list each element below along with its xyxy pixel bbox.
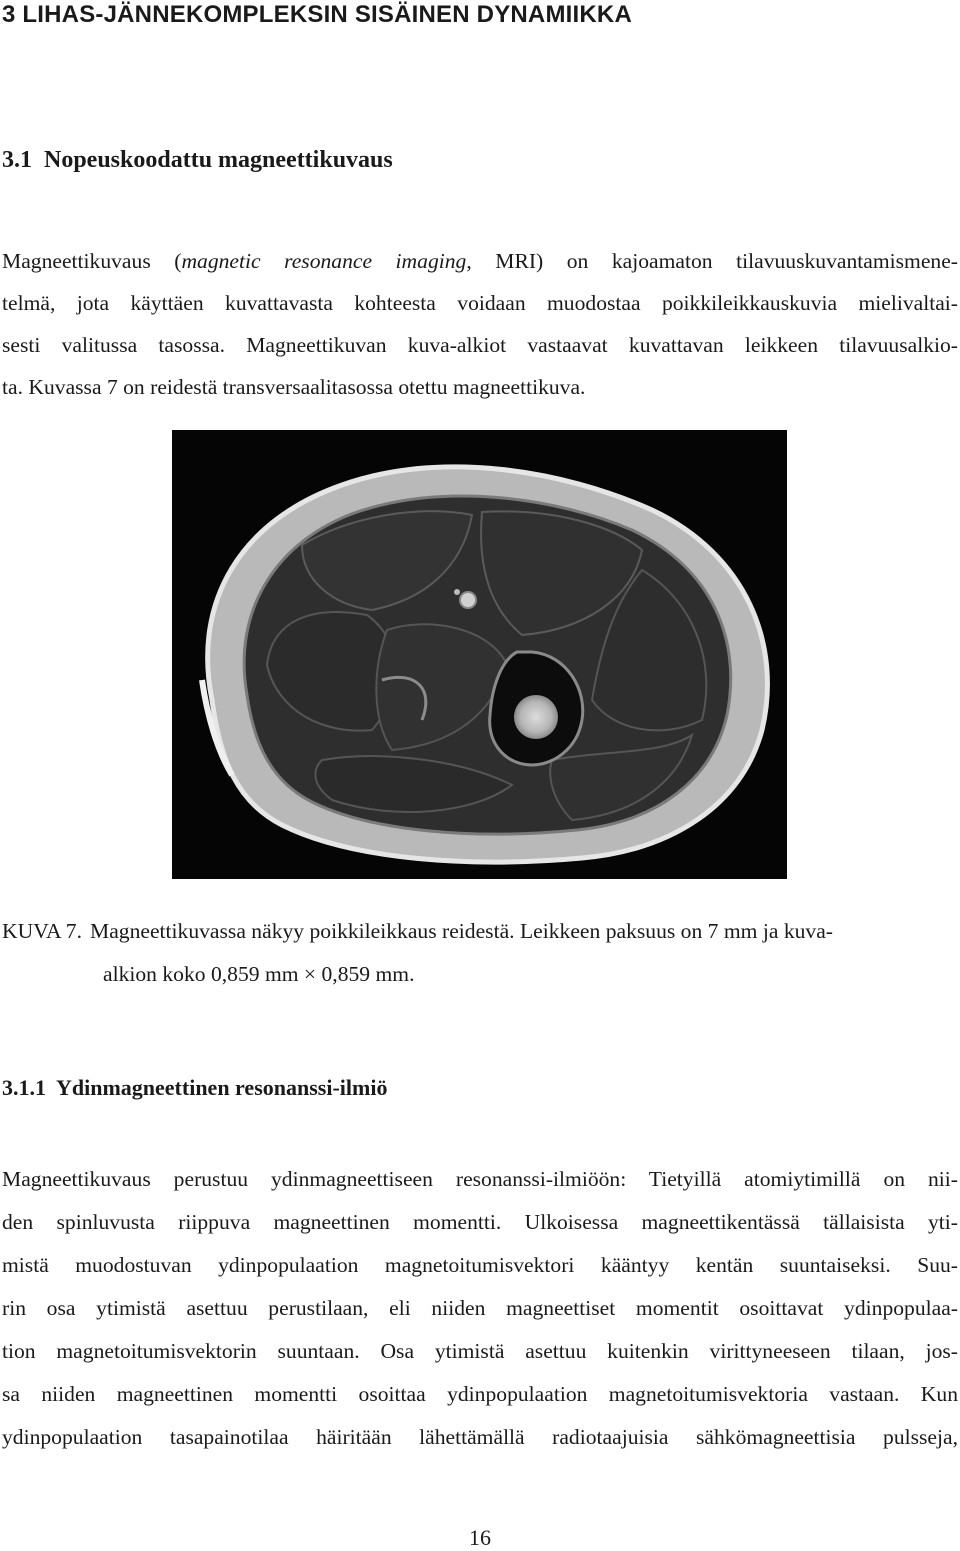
section-number: 3.1 xyxy=(2,147,32,173)
figure-caption xyxy=(2,910,958,996)
caption-label: KUVA 7. xyxy=(2,919,82,943)
section-title: Nopeuskoodattu magneettikuvaus xyxy=(44,147,393,173)
italic-term: magnetic resonance imaging xyxy=(181,249,467,273)
paragraph-resonance xyxy=(2,1158,958,1459)
mri-figure xyxy=(172,430,787,879)
paragraph-line: sesti valitussa tasossa. Magneettikuvan kuva-alkiot vastaavat kuvattavan leikkeen tilavuusalkio- xyxy=(2,333,958,357)
caption-line: alkion koko 0,859 mm × 0,859 mm. xyxy=(103,962,415,986)
paragraph-line: den spinluvusta riippuva magneettinen momentti. Ulkoisessa magneettikentässä tällaisista yti- xyxy=(2,1210,958,1234)
subsection-heading xyxy=(2,1073,387,1103)
paragraph-line: ta. Kuvassa 7 on reidestä transversaalitasossa otettu magneettikuva. xyxy=(2,375,586,399)
section-heading xyxy=(2,145,393,175)
subsection-title: Ydinmagneettinen resonanssi-ilmiö xyxy=(56,1075,388,1100)
paragraph-line: mistä muodostuvan ydinpopulaation magnetoitumisvektori kääntyy kentän suuntaiseksi. Suu- xyxy=(2,1253,958,1277)
mri-thigh-cross-section-image xyxy=(172,430,787,879)
paragraph-line: rin osa ytimistä asettuu perustilaan, eli niiden magneettiset momentit osoittavat ydinpopulaa- xyxy=(2,1296,958,1320)
chapter-title: 3 LIHAS-JÄNNEKOMPLEKSIN SISÄINEN DYNAMIIKKA xyxy=(2,1,632,28)
paragraph-line: Magneettikuvaus (magnetic resonance imaging, MRI) on kajoamaton tilavuuskuvantamismene- xyxy=(2,249,958,273)
paragraph-line: ydinpopulaation tasapainotilaa häiritään lähettämällä radiotaajuisia sähkömagneettisia pulsseja, xyxy=(2,1425,958,1449)
paragraph-intro xyxy=(2,240,958,408)
paragraph-line: telmä, jota käyttäen kuvattavasta kohteesta voidaan muodostaa poikkileikkauskuvia mielivaltai- xyxy=(2,291,958,315)
page-number: 16 xyxy=(469,1525,491,1550)
subsection-number: 3.1.1 xyxy=(2,1075,46,1100)
paragraph-line: Magneettikuvaus perustuu ydinmagneettiseen resonanssi-ilmiöön: Tietyillä atomiytimillä on nii- xyxy=(2,1167,958,1191)
caption-line: KUVA 7. Magneettikuvassa näkyy poikkileikkaus reidestä. Leikkeen paksuus on 7 mm ja kuva- xyxy=(2,919,834,943)
paragraph-line: tion magnetoitumisvektorin suuntaan. Osa ytimistä asettuu kuitenkin virittyneeseen tilaan, jos- xyxy=(2,1339,958,1363)
paragraph-line: sa niiden magneettinen momentti osoittaa ydinpopulaation magnetoitumisvektoria vastaan. Kun xyxy=(2,1382,958,1406)
